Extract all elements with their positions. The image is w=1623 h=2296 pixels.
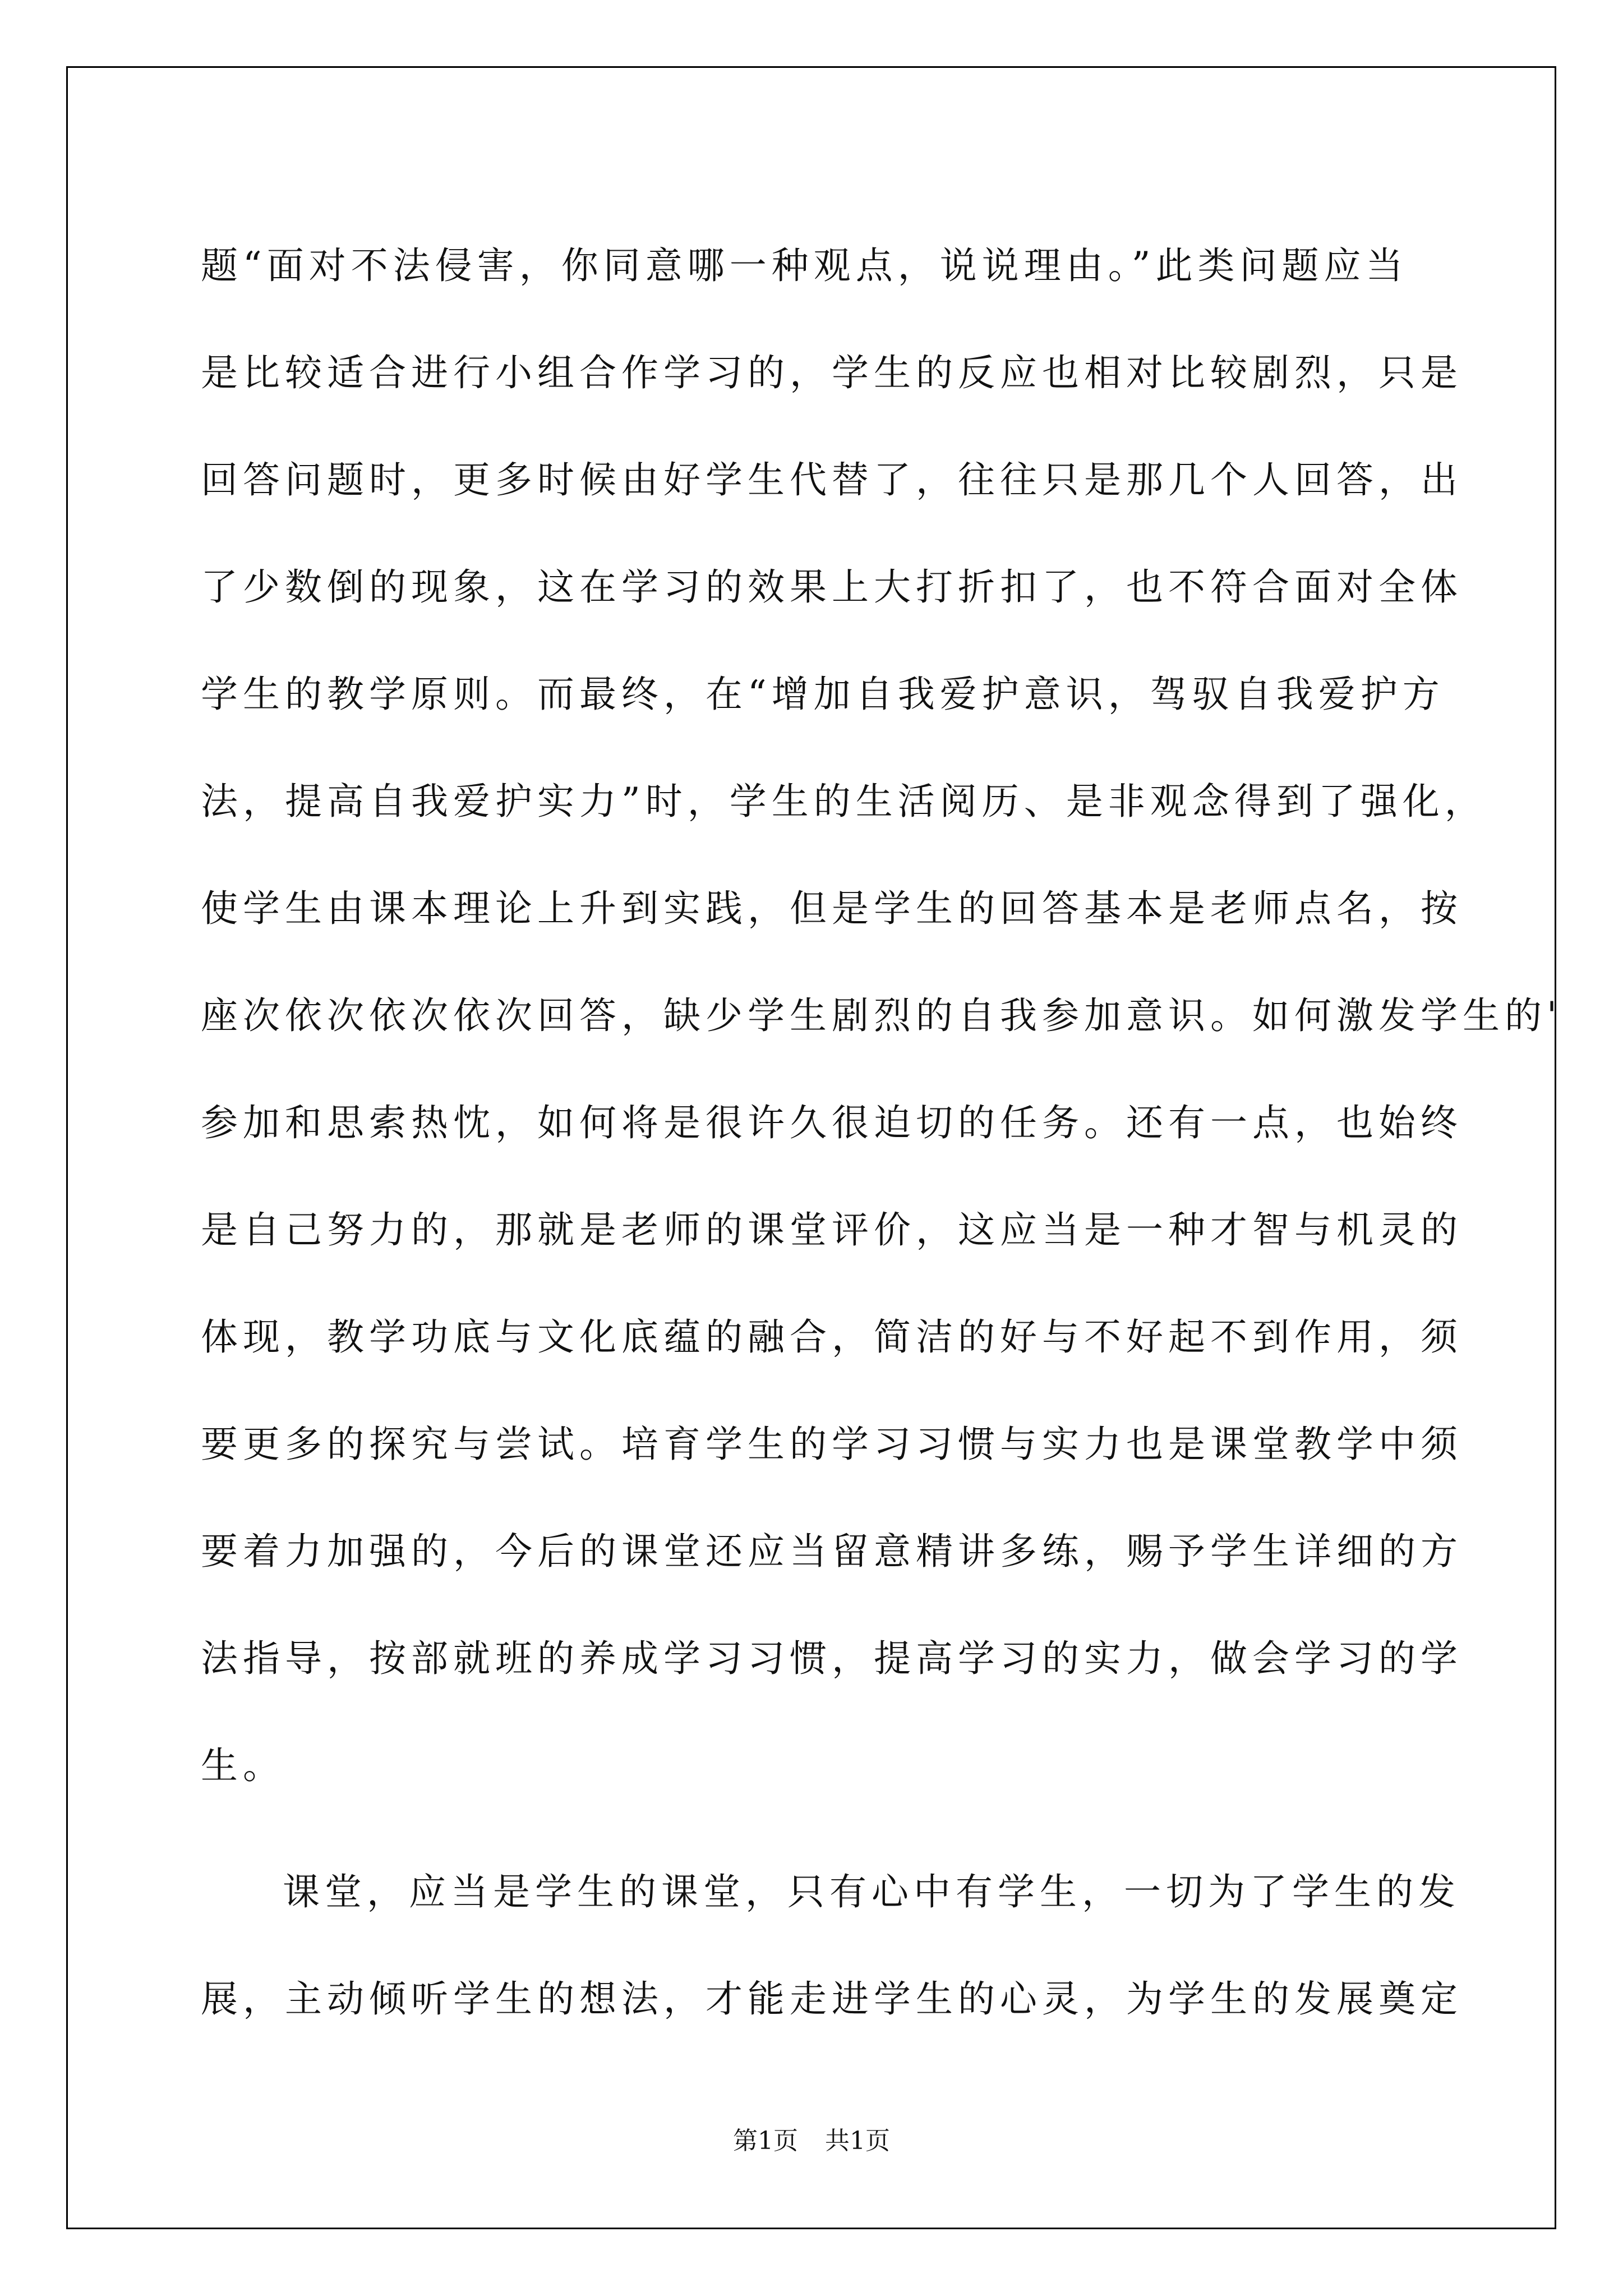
text-line: 参加和思索热忱，如何将是很许久很迫切的任务。还有一点，也始终 bbox=[201, 1101, 1463, 1144]
document-body bbox=[201, 212, 1562, 2053]
paragraph-gap bbox=[201, 1819, 1435, 1838]
page-footer bbox=[0, 2120, 1623, 2156]
text-line: 展，主动倾听学生的想法，才能走进学生的心灵，为学生的发展奠定 bbox=[201, 1977, 1463, 2021]
text-line: 回答问题时，更多时候由好学生代替了，往往只是那几个人回答，出 bbox=[201, 458, 1463, 501]
text-line: 是自己努力的，那就是老师的课堂评价，这应当是一种才智与机灵的 bbox=[201, 1208, 1463, 1251]
text-line: 法，提高自我爱护实力”时，学生的生活阅历、是非观念得到了强化， bbox=[201, 780, 1487, 823]
text-line: 法指导，按部就班的养成学习习惯，提高学习的实力，做会学习的学 bbox=[201, 1637, 1463, 1680]
text-line: 了少数倒的现象，这在学习的效果上大打折扣了，也不符合面对全体 bbox=[201, 565, 1463, 609]
text-line: 要着力加强的，今后的课堂还应当留意精讲多练，赐予学生详细的方 bbox=[201, 1530, 1463, 1573]
text-line: 是比较适合进行小组合作学习的，学生的反应也相对比较剧烈，只是 bbox=[201, 351, 1463, 394]
page-number: 第1页 bbox=[733, 2127, 798, 2155]
text-line: 座次依次依次依次回答，缺少学生剧烈的自我参加意识。如何激发学生的' bbox=[201, 994, 1562, 1037]
text-line: 课堂，应当是学生的课堂，只有心中有学生，一切为了学生的发 bbox=[283, 1870, 1460, 1913]
text-line: 体现，教学功底与文化底蕴的融合，简洁的好与不好起不到作用，须 bbox=[201, 1315, 1463, 1359]
text-line: 使学生由课本理论上升到实践，但是学生的回答基本是老师点名，按 bbox=[201, 887, 1463, 930]
text-line: 生。 bbox=[201, 1744, 285, 1787]
text-line: 学生的教学原则。而最终，在“增加自我爱护意识，驾驭自我爱护方 bbox=[201, 673, 1445, 716]
page-total: 共1页 bbox=[825, 2127, 890, 2155]
text-line: 要更多的探究与尝试。培育学生的学习习惯与实力也是课堂教学中须 bbox=[201, 1423, 1463, 1466]
text-line: 题“面对不法侵害，你同意哪一种观点，说说理由。”此类问题应当 bbox=[201, 244, 1408, 287]
